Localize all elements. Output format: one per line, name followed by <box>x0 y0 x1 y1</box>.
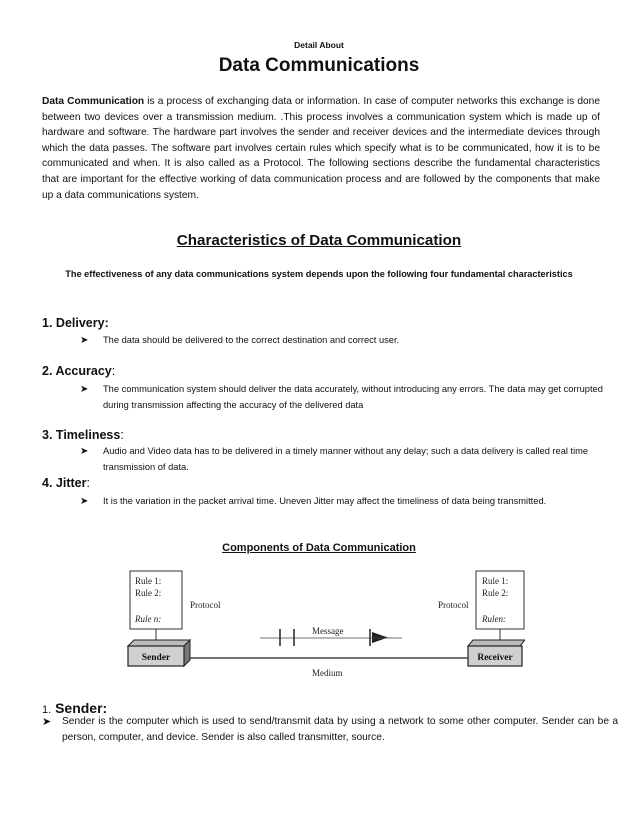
characteristics-title: Characteristics of Data Communication <box>176 232 462 249</box>
characteristic-heading-accuracy <box>42 364 115 378</box>
right-rule-1: Rule 1: <box>482 576 509 586</box>
page-title: Data Communications <box>218 55 420 76</box>
receiver-box-top <box>468 640 525 646</box>
sender-name: Sender: <box>55 700 108 716</box>
left-rule-n: Rule n: <box>135 614 162 624</box>
intro-paragraph <box>42 94 600 203</box>
characteristic-suffix: : <box>111 364 116 378</box>
intro-text: is a process of exchanging data or information. In case of computer networks this exchange is done between two devices over a transmission medium. .This process involves a communication system which is made up of hardware and software. The hardware part involves the sender and receiver devices and the intermediate devices through which the data passes. The software part involves certain rules which specify what is to be communicated, how it is to be communicated and when. It is also called as a Protocol. The following sections describe the fundamental characteristics that are important for the effective working of data communication process and are followed by the components that make up a data communications system. <box>42 96 600 201</box>
arrow-bullet-icon: ➤ <box>80 446 89 457</box>
sender-box-top <box>128 640 190 646</box>
sender-bullet <box>42 714 618 746</box>
characteristic-heading-delivery <box>42 316 109 330</box>
components-title: Components of Data Communication <box>222 542 416 554</box>
intro-lead-term: Data Communication <box>42 96 145 107</box>
characteristic-name: Timeliness <box>55 428 121 442</box>
right-rule-n: Rulen: <box>482 614 506 624</box>
characteristic-number: 1. <box>42 316 53 330</box>
characteristic-number: 2. <box>42 364 53 378</box>
characteristic-heading-jitter <box>42 476 90 490</box>
characteristic-name: Jitter <box>55 476 87 490</box>
characteristic-text: The communication system should deliver the data accurately, without introducing any errors. The data may get corrupted during transmission affecting the accuracy of the delivered data <box>103 384 603 410</box>
characteristics-subtitle: The effectiveness of any data communications system depends upon the following four fundamental characteristics <box>65 269 573 279</box>
characteristic-heading-timeliness <box>42 428 124 442</box>
left-rule-2: Rule 2: <box>135 588 162 598</box>
arrow-bullet-icon: ➤ <box>80 384 89 395</box>
right-protocol-label: Protocol <box>438 600 469 610</box>
sender-number: 1. <box>42 704 52 716</box>
characteristic-text: The data should be delivered to the correct destination and correct user. <box>103 335 400 345</box>
arrow-bullet-icon: ➤ <box>42 716 52 728</box>
characteristic-bullet-delivery <box>80 333 623 349</box>
arrow-bullet-icon: ➤ <box>80 335 89 346</box>
characteristic-bullet-jitter <box>80 494 623 510</box>
characteristic-number: 3. <box>42 428 53 442</box>
characteristic-bullet-accuracy <box>80 382 623 413</box>
characteristic-text: Audio and Video data has to be delivered in a timely manner without any delay; such a data delivery is called real time transmission of data. <box>103 446 589 472</box>
sender-text: Sender is the computer which is used to send/transmit data by using a network to some other computer. Sender can be a person, computer, and device. Sender is also called transmitter, source. <box>62 716 618 744</box>
characteristic-suffix: : <box>120 428 124 442</box>
characteristic-bullet-timeliness <box>80 444 623 475</box>
receiver-label: Receiver <box>477 653 513 663</box>
sender-label: Sender <box>141 653 171 663</box>
left-rule-1: Rule 1: <box>135 576 162 586</box>
characteristic-number: 4. <box>42 476 53 490</box>
characteristic-suffix: : <box>104 316 109 330</box>
left-protocol-label: Protocol <box>190 600 221 610</box>
pre-title: Detail About <box>294 40 344 50</box>
right-rule-2: Rule 2: <box>482 588 509 598</box>
communication-diagram <box>120 566 525 686</box>
message-arrow-icon <box>372 632 388 643</box>
characteristic-name: Delivery <box>55 316 105 330</box>
arrow-bullet-icon: ➤ <box>80 496 89 507</box>
characteristic-text: It is the variation in the packet arrival time. Uneven Jitter may affect the timeliness of data being transmitted. <box>103 496 547 506</box>
characteristic-suffix: : <box>86 476 90 490</box>
characteristic-name: Accuracy <box>55 364 112 378</box>
medium-label: Medium <box>312 668 343 678</box>
message-label: Message <box>312 626 344 636</box>
